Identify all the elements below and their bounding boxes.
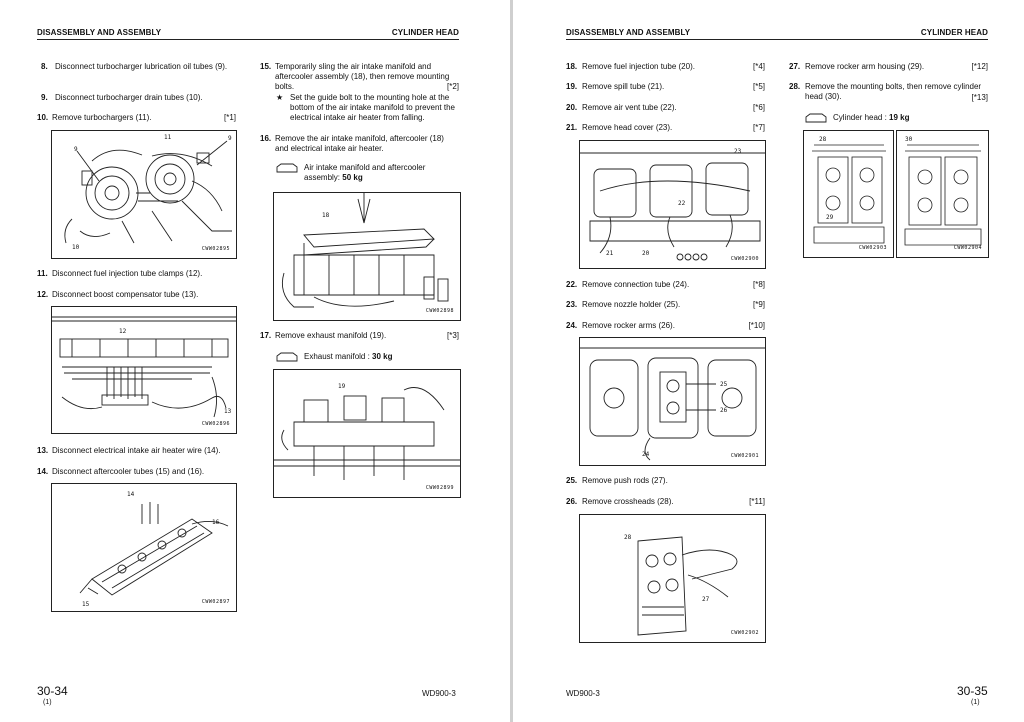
step-number: 23.	[566, 300, 578, 309]
step-19	[566, 82, 765, 92]
step-reference: [*10]	[748, 321, 765, 330]
exhaust-manifold-drawing	[274, 370, 460, 497]
revision-mark: (1)	[971, 699, 980, 706]
step-number: 16.	[260, 134, 272, 143]
callout-label: 13	[224, 408, 232, 415]
figure-code: CWW02896	[201, 421, 230, 427]
star-icon: ★	[276, 93, 284, 102]
step-15-reference-row	[275, 82, 459, 92]
step-text: Remove air vent tube (22).	[582, 103, 677, 112]
step-reference: [*8]	[752, 280, 765, 289]
step-number: 21.	[566, 123, 578, 132]
figure-code: CWW02897	[201, 599, 230, 605]
step-number: 28.	[789, 82, 801, 91]
step-text: Disconnect electrical intake air heater wire (14).	[52, 446, 221, 455]
callout-label: 26	[720, 407, 728, 414]
step-8	[41, 62, 236, 72]
weight-note-17	[276, 352, 459, 362]
step-number: 18.	[566, 62, 578, 71]
step-number: 19.	[566, 82, 578, 91]
step-16	[260, 134, 459, 154]
step-26	[566, 497, 765, 507]
chapter-header: CYLINDER HEAD	[391, 28, 459, 37]
callout-label: 28	[819, 136, 827, 143]
step-text: Remove exhaust manifold (19).	[275, 331, 387, 340]
step-text: Remove rocker arms (26).	[582, 321, 675, 330]
hoist-weight-icon	[276, 352, 298, 362]
chapter-header: CYLINDER HEAD	[920, 28, 988, 37]
step-reference: [*4]	[752, 62, 765, 71]
callout-label: 9	[74, 146, 78, 153]
left-page	[0, 0, 510, 722]
figure-code: CWW02904	[953, 245, 982, 251]
step-number: 14.	[37, 467, 49, 476]
figure-crossheads	[579, 514, 766, 643]
callout-label: 9	[228, 135, 232, 142]
step-reference: [*5]	[752, 82, 765, 91]
figure-fuel-tube-clamps	[51, 306, 237, 434]
callout-label: 22	[678, 200, 686, 207]
weight-label: Exhaust manifold :	[304, 352, 370, 361]
header-rule	[37, 39, 459, 40]
step-25	[566, 476, 765, 486]
hoist-weight-icon	[276, 163, 298, 173]
weight-value: 50 kg	[342, 173, 363, 182]
rocker-arms-drawing	[580, 338, 765, 465]
step-number: 27.	[789, 62, 801, 71]
step-reference: [*3]	[446, 331, 459, 340]
callout-label: 16	[212, 519, 220, 526]
crossheads-drawing	[580, 515, 765, 642]
step-number: 13.	[37, 446, 49, 455]
header-rule	[566, 39, 988, 40]
callout-label: 12	[119, 328, 127, 335]
callout-label: 21	[606, 250, 614, 257]
step-text: Remove spill tube (21).	[582, 82, 665, 91]
callout-label: 23	[734, 148, 742, 155]
turbocharger-drawing	[52, 131, 236, 258]
step-22	[566, 280, 765, 290]
callout-label: 30	[905, 136, 913, 143]
step-text: Remove fuel injection tube (20).	[582, 62, 695, 71]
step-14	[37, 467, 236, 477]
step-reference: [*2]	[446, 82, 459, 91]
weight-note-28	[805, 113, 988, 123]
figure-cylinder-head	[896, 130, 989, 258]
callout-label: 29	[826, 214, 834, 221]
step-number: 12.	[37, 290, 49, 299]
step-number: 8.	[41, 62, 48, 71]
step-9	[41, 93, 236, 103]
figure-rocker-arms	[579, 337, 766, 466]
star-note	[276, 93, 459, 123]
cylinder-head-drawing	[897, 131, 988, 257]
callout-label: 11	[164, 134, 172, 141]
callout-label: 15	[82, 601, 90, 608]
step-reference: [*9]	[752, 300, 765, 309]
callout-label: 18	[322, 212, 330, 219]
step-text: Remove push rods (27).	[582, 476, 668, 485]
figure-code: CWW02900	[730, 256, 759, 262]
figure-intake-manifold	[273, 192, 461, 321]
figure-aftercooler-tubes	[51, 483, 237, 612]
step-27	[789, 62, 988, 72]
step-18	[566, 62, 765, 72]
step-12	[37, 290, 236, 300]
step-text: Disconnect fuel injection tube clamps (12).	[52, 269, 203, 278]
step-13	[37, 446, 236, 456]
step-reference: [*6]	[752, 103, 765, 112]
weight-note-16	[276, 163, 459, 183]
star-note-text: Set the guide bolt to the mounting hole at the bottom of the air intake manifold to prevent the electrical intake air heater from falling.	[290, 93, 455, 122]
figure-code: CWW02899	[425, 485, 454, 491]
rocker-arm-housing-drawing	[804, 131, 893, 257]
weight-value: 19 kg	[889, 113, 910, 122]
hoist-weight-icon	[805, 113, 827, 123]
figure-code: CWW02903	[858, 245, 887, 251]
figure-code: CWW02898	[425, 308, 454, 314]
figure-code: CWW02902	[730, 630, 759, 636]
step-text: Remove rocker arm housing (29).	[805, 62, 925, 71]
step-text: Remove head cover (23).	[582, 123, 673, 132]
step-text: Remove connection tube (24).	[582, 280, 690, 289]
callout-label: 28	[624, 534, 632, 541]
step-number: 26.	[566, 497, 578, 506]
model-name: WD900-3	[566, 689, 600, 698]
aftercooler-tubes-drawing	[52, 484, 236, 611]
step-24	[566, 321, 765, 331]
step-number: 24.	[566, 321, 578, 330]
figure-exhaust-manifold	[273, 369, 461, 498]
step-text: Disconnect aftercooler tubes (15) and (16).	[52, 467, 205, 476]
right-page	[513, 0, 1024, 722]
step-reference: [*1]	[223, 113, 236, 122]
step-text: Disconnect turbocharger lubrication oil tubes (9).	[55, 62, 228, 71]
step-number: 20.	[566, 103, 578, 112]
callout-label: 14	[127, 491, 135, 498]
step-number: 15.	[260, 62, 272, 71]
fuel-tube-clamps-drawing	[52, 307, 236, 433]
figure-code: CWW02901	[730, 453, 759, 459]
step-text: Remove nozzle holder (25).	[582, 300, 681, 309]
step-reference: [*13]	[971, 93, 988, 102]
callout-label: 10	[72, 244, 80, 251]
section-header: DISASSEMBLY AND ASSEMBLY	[37, 28, 162, 37]
step-11	[37, 269, 236, 279]
step-text: Remove crossheads (28).	[582, 497, 674, 506]
callout-label: 25	[720, 381, 728, 388]
step-text: Disconnect turbocharger drain tubes (10).	[55, 93, 203, 102]
callout-label: 27	[702, 596, 710, 603]
step-text: Temporarily sling the air intake manifold and aftercooler assembly (18), then remove mounting bolts.	[275, 62, 450, 91]
step-number: 11.	[37, 269, 48, 278]
step-10	[37, 113, 236, 123]
step-text: Remove turbochargers (11).	[52, 113, 152, 122]
revision-mark: (1)	[43, 699, 52, 706]
step-number: 17.	[260, 331, 272, 340]
weight-label: Cylinder head :	[833, 113, 887, 122]
page-number: 30-35	[957, 684, 988, 698]
step-text: Remove the air intake manifold, aftercooler (18) and electrical intake air heater.	[275, 134, 444, 153]
step-reference: [*12]	[971, 62, 988, 71]
step-21	[566, 123, 765, 133]
page-number: 30-34	[37, 684, 68, 698]
step-number: 9.	[41, 93, 48, 102]
weight-label: Air intake manifold and aftercooler assembly:	[304, 163, 426, 182]
figure-turbocharger	[51, 130, 237, 259]
step-number: 25.	[566, 476, 578, 485]
figure-head-cover	[579, 140, 766, 269]
step-reference: [*11]	[749, 497, 765, 506]
step-number: 10.	[37, 113, 49, 122]
weight-value: 30 kg	[372, 352, 393, 361]
step-28-reference-row	[805, 93, 988, 103]
section-header: DISASSEMBLY AND ASSEMBLY	[566, 28, 691, 37]
step-23	[566, 300, 765, 310]
callout-label: 20	[642, 250, 650, 257]
step-text: Disconnect boost compensator tube (13).	[52, 290, 199, 299]
step-reference: [*7]	[752, 123, 765, 132]
figure-code: CWW02895	[201, 246, 230, 252]
callout-label: 24	[642, 451, 650, 458]
figure-rocker-arm-housing	[803, 130, 894, 258]
step-text: Remove the mounting bolts, then remove cylinder head (30).	[805, 82, 982, 101]
model-name: WD900-3	[422, 689, 456, 698]
step-20	[566, 103, 765, 113]
step-17	[260, 331, 459, 341]
step-number: 22.	[566, 280, 578, 289]
intake-manifold-drawing	[274, 193, 460, 320]
callout-label: 19	[338, 383, 346, 390]
